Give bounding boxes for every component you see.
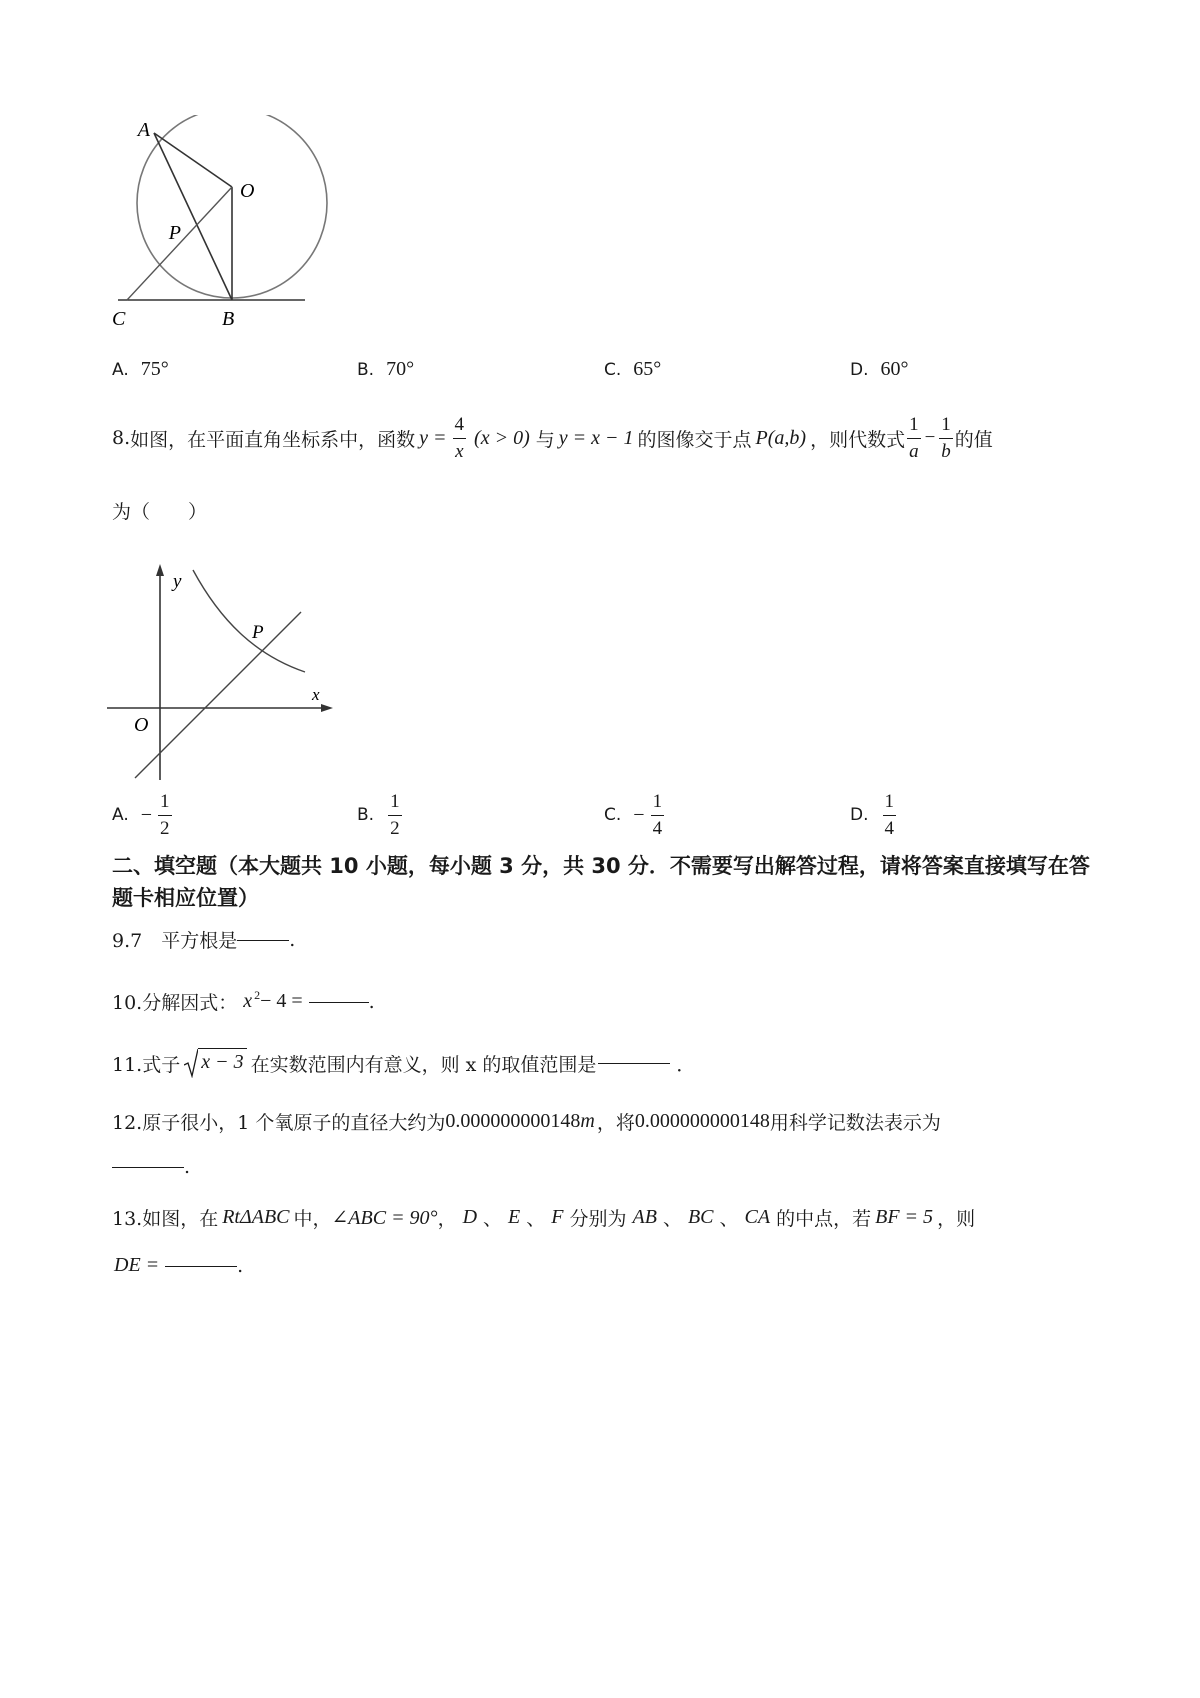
q8-expr-fraction-b: $\frac{1}{b}$ bbox=[941, 414, 951, 462]
label-o: O bbox=[240, 180, 255, 202]
label-o: O bbox=[134, 714, 149, 736]
q11-answer-blank[interactable] bbox=[598, 1062, 670, 1064]
q7-option-d: D. 60° bbox=[850, 358, 909, 380]
q12-answer-blank[interactable] bbox=[112, 1166, 184, 1168]
q13-answer-blank[interactable] bbox=[165, 1265, 237, 1267]
label-p: P bbox=[168, 222, 181, 244]
label-b: B bbox=[222, 308, 235, 330]
label-c: C bbox=[112, 308, 126, 330]
q11-sqrt: x − 3 bbox=[184, 1048, 246, 1078]
q8-option-c: C. − $\frac{1}{4}$ bbox=[604, 791, 663, 839]
q8-option-b: B. $\frac{1}{2}$ bbox=[357, 791, 400, 839]
hyperbola-curve bbox=[193, 570, 305, 672]
segment-ab bbox=[154, 133, 232, 300]
y-axis-arrow-icon bbox=[156, 564, 164, 576]
q9-answer-blank[interactable] bbox=[237, 939, 289, 941]
label-a: A bbox=[137, 119, 150, 141]
q11-line: 11.式子 x − 3 在实数范围内有意义，则 x 的取值范围是 ． bbox=[112, 1048, 695, 1078]
sqrt-icon bbox=[184, 1048, 198, 1078]
q8-stem-line1: 8. 如图，在平面直角坐标系中，函数 y = $\frac{4}{x}$ (x > 0) 与 y = x − 1 的图像交于点 P(a,b) ，则代数式 $\frac{1}{a}$ − $\frac{1}{b}$ 的值 bbox=[112, 414, 993, 462]
q8-option-a: A. − $\frac{1}{2}$ bbox=[112, 791, 170, 839]
q7-option-c: C. 65° bbox=[604, 358, 662, 380]
x-axis-arrow-icon bbox=[321, 704, 333, 712]
q12-line1: 12.原子很小，1 个氧原子的直径大约为 0.000000000148 m ，将 0.000000000148 用科学记数法表示为 bbox=[112, 1110, 941, 1134]
q8-stem-line2: 为（ ） bbox=[112, 501, 208, 523]
circle-tangent-figure bbox=[105, 115, 345, 330]
q10-answer-blank[interactable] bbox=[309, 1001, 369, 1003]
q9-line: 9.7 平方根是 . bbox=[112, 928, 296, 952]
q10-line: 10.分解因式： x $^2$ − 4 = . bbox=[112, 988, 375, 1014]
q12-line2: . bbox=[112, 1156, 190, 1178]
section-heading: 二、填空题（本大题共 10 小题，每小题 3 分，共 30 分．不需要写出解答过程，请将答案直接填写在答题卡相应位置） bbox=[112, 854, 1090, 910]
q8-function-fraction: $\frac{4}{x}$ bbox=[454, 414, 465, 462]
q8-option-d: D. $\frac{1}{4}$ bbox=[850, 791, 894, 839]
label-y: y bbox=[173, 571, 182, 592]
q7-option-a: A. 75° bbox=[112, 358, 169, 380]
segment-ao bbox=[154, 133, 232, 187]
label-p: P bbox=[252, 622, 264, 643]
q7-option-b: B. 70° bbox=[357, 358, 415, 380]
coordinate-figure bbox=[105, 560, 345, 785]
label-x: x bbox=[312, 685, 320, 704]
q13-line2: DE = . bbox=[114, 1254, 244, 1277]
q13-line1: 13.如图，在 RtΔABC 中， ∠ABC = 90° ， D 、 E 、 F 分别为 AB 、 BC 、 CA 的中点，若 BF = 5 ，则 bbox=[112, 1206, 976, 1230]
q8-expr-fraction-a: $\frac{1}{a}$ bbox=[909, 414, 919, 462]
